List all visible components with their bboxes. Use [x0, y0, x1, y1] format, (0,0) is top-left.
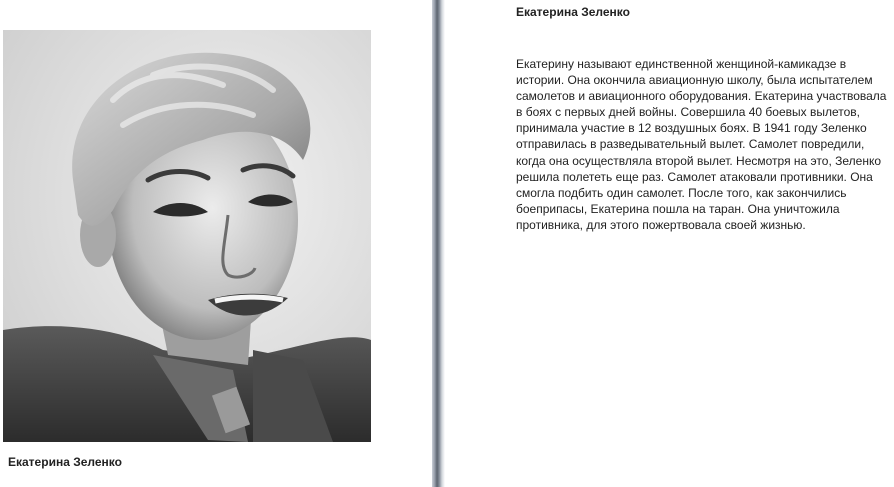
- portrait-illustration: [3, 30, 371, 442]
- photo-caption: Екатерина Зеленко: [8, 455, 122, 469]
- article-title: Екатерина Зеленко: [516, 5, 630, 19]
- right-page: [445, 0, 894, 487]
- left-page: [0, 0, 432, 487]
- portrait-photo: [3, 30, 371, 442]
- page-divider: [432, 0, 445, 487]
- article-body: Екатерину называют единственной женщиной-камикадзе в истории. Она окончила авиационную школу, была испытателем самолетов и авиационного оборудования. Екатерина участвовала в боях с первых дней войны. Совершила 40 боевых вылетов, принимала участие в 12 воздушных боях. В 1941 году Зеленко отправилась в разведывательный вылет. Самолет повредили, когда она осуществляла второй вылет. Несмотря на это, Зеленко решила полететь еще раз. Самолет атаковали противники. Она смогла подбить один самолет. После того, как закончились боеприпасы, Екатерина пошла на таран. Она уничтожила противника, для этого пожертвовала своей жизнью.: [516, 57, 887, 232]
